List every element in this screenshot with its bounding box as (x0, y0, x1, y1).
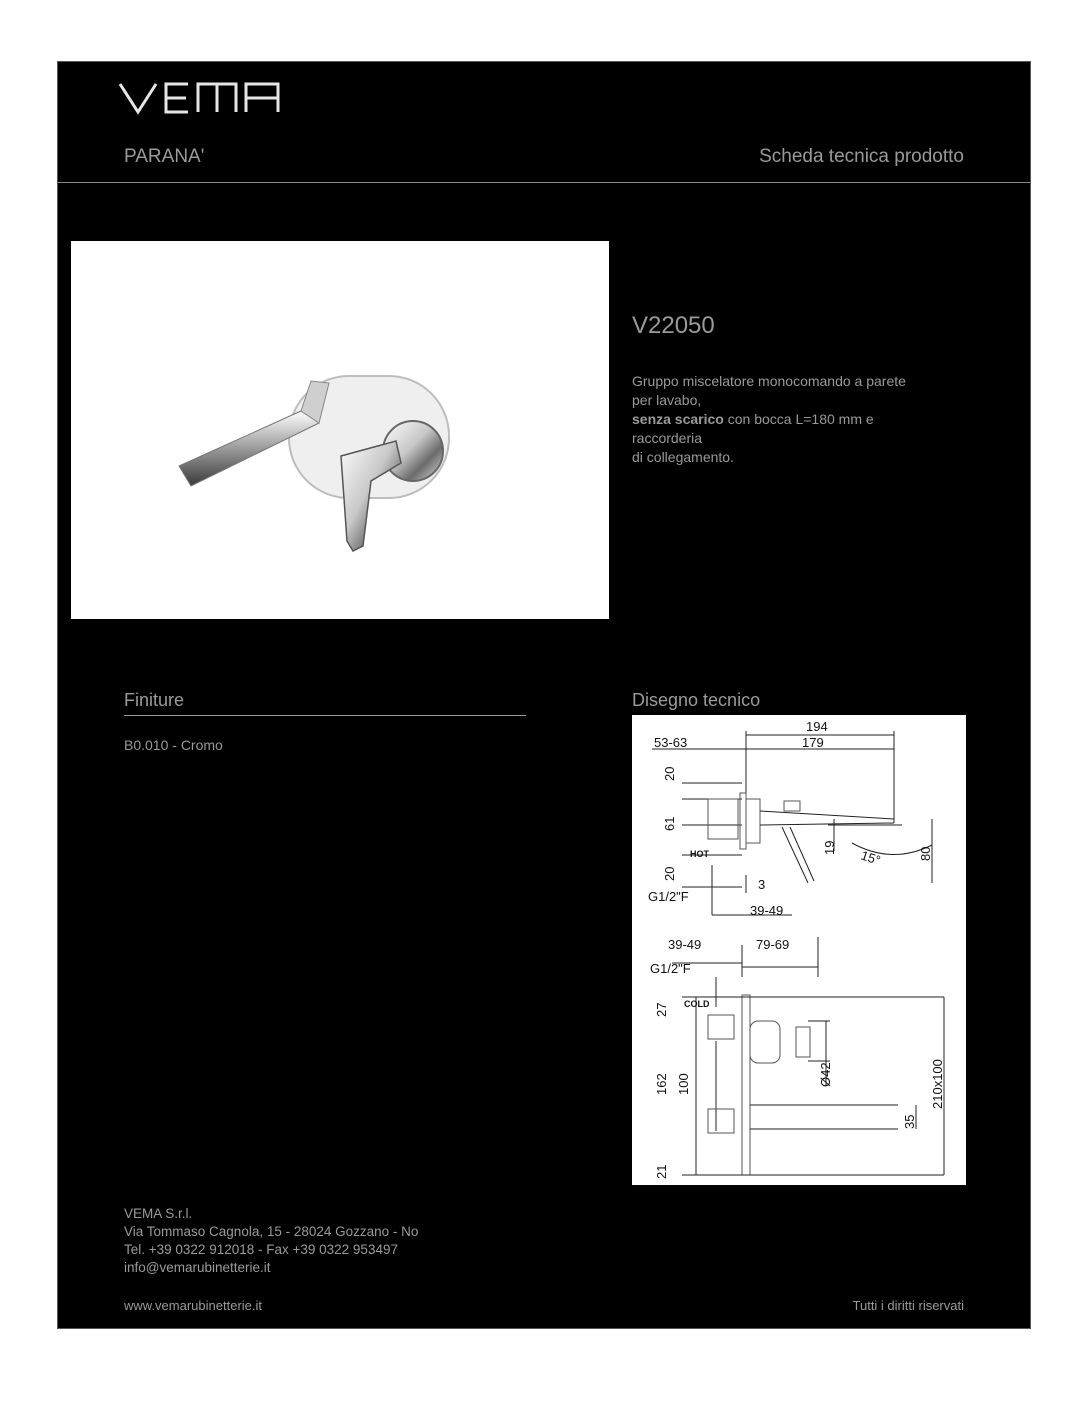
dim-21: 21 (654, 1164, 669, 1179)
dim-20-bottom: 20 (662, 866, 677, 881)
thread-cold: G1/2"F (650, 961, 691, 976)
product-photo (71, 241, 609, 619)
description-bold: senza scarico (632, 411, 724, 427)
dim-179: 179 (802, 735, 824, 750)
description-line: per lavabo, (632, 392, 702, 408)
description-line (632, 410, 972, 429)
description-line: Gruppo miscelatore monocomando a parete (632, 373, 906, 389)
datasheet-page (57, 61, 1031, 1329)
technical-drawing (632, 715, 966, 1185)
header-divider (58, 182, 1030, 183)
dim-79-69: 79-69 (756, 937, 790, 952)
dim-100: 100 (676, 1073, 691, 1095)
dim-80: 80 (918, 846, 933, 861)
description-rest: con bocca L=180 mm e (723, 411, 874, 427)
thread-hot: G1/2"F (648, 889, 689, 904)
description-line: raccorderia (632, 430, 703, 446)
website-link[interactable]: www.vemarubinetterie.it (124, 1298, 262, 1313)
dim-35: 35 (902, 1114, 917, 1129)
dim-53-63: 53-63 (654, 735, 688, 750)
rights-notice: Tutti i diritti riservati (852, 1298, 964, 1313)
dim-194: 194 (806, 719, 828, 734)
dim-162: 162 (654, 1073, 669, 1095)
finishes-divider (124, 715, 526, 716)
company-email[interactable]: info@vemarubinetterie.it (124, 1260, 271, 1275)
company-name: VEMA S.r.l. (124, 1206, 193, 1221)
company-address: Via Tommaso Cagnola, 15 - 28024 Gozzano - No (124, 1224, 419, 1239)
company-info (124, 1205, 418, 1277)
dim-210x100: 210x100 (930, 1059, 945, 1109)
cold-label: COLD (684, 999, 710, 1009)
faucet-illustration (71, 241, 609, 619)
vema-logo-mark (118, 80, 288, 116)
drawing-title: Disegno tecnico (632, 690, 761, 710)
dim-61: 61 (662, 816, 677, 831)
product-code: V22050 (632, 312, 715, 339)
description-line: di collegamento. (632, 449, 734, 465)
dim-39-49-side: 39-49 (750, 903, 784, 918)
dim-3: 3 (758, 877, 766, 892)
dim-angle: 15° (859, 847, 883, 868)
finish-item: B0.010 - Cromo (124, 737, 223, 753)
vema-logo (118, 80, 288, 121)
dimension-drawing (632, 715, 966, 1185)
hot-label: HOT (690, 849, 709, 859)
dim-diameter-42: Ø42 (818, 1062, 833, 1087)
dim-39-49-front: 39-49 (668, 937, 702, 952)
finishes-title: Finiture (124, 690, 185, 710)
company-phone: Tel. +39 0322 912018 - Fax +39 0322 953497 (124, 1242, 398, 1257)
series-name: PARANA' (124, 146, 205, 167)
dim-20-top: 20 (662, 766, 677, 781)
document-type: Scheda tecnica prodotto (759, 146, 964, 167)
dim-19: 19 (822, 840, 837, 855)
dim-27: 27 (654, 1002, 669, 1017)
product-description (632, 372, 972, 467)
